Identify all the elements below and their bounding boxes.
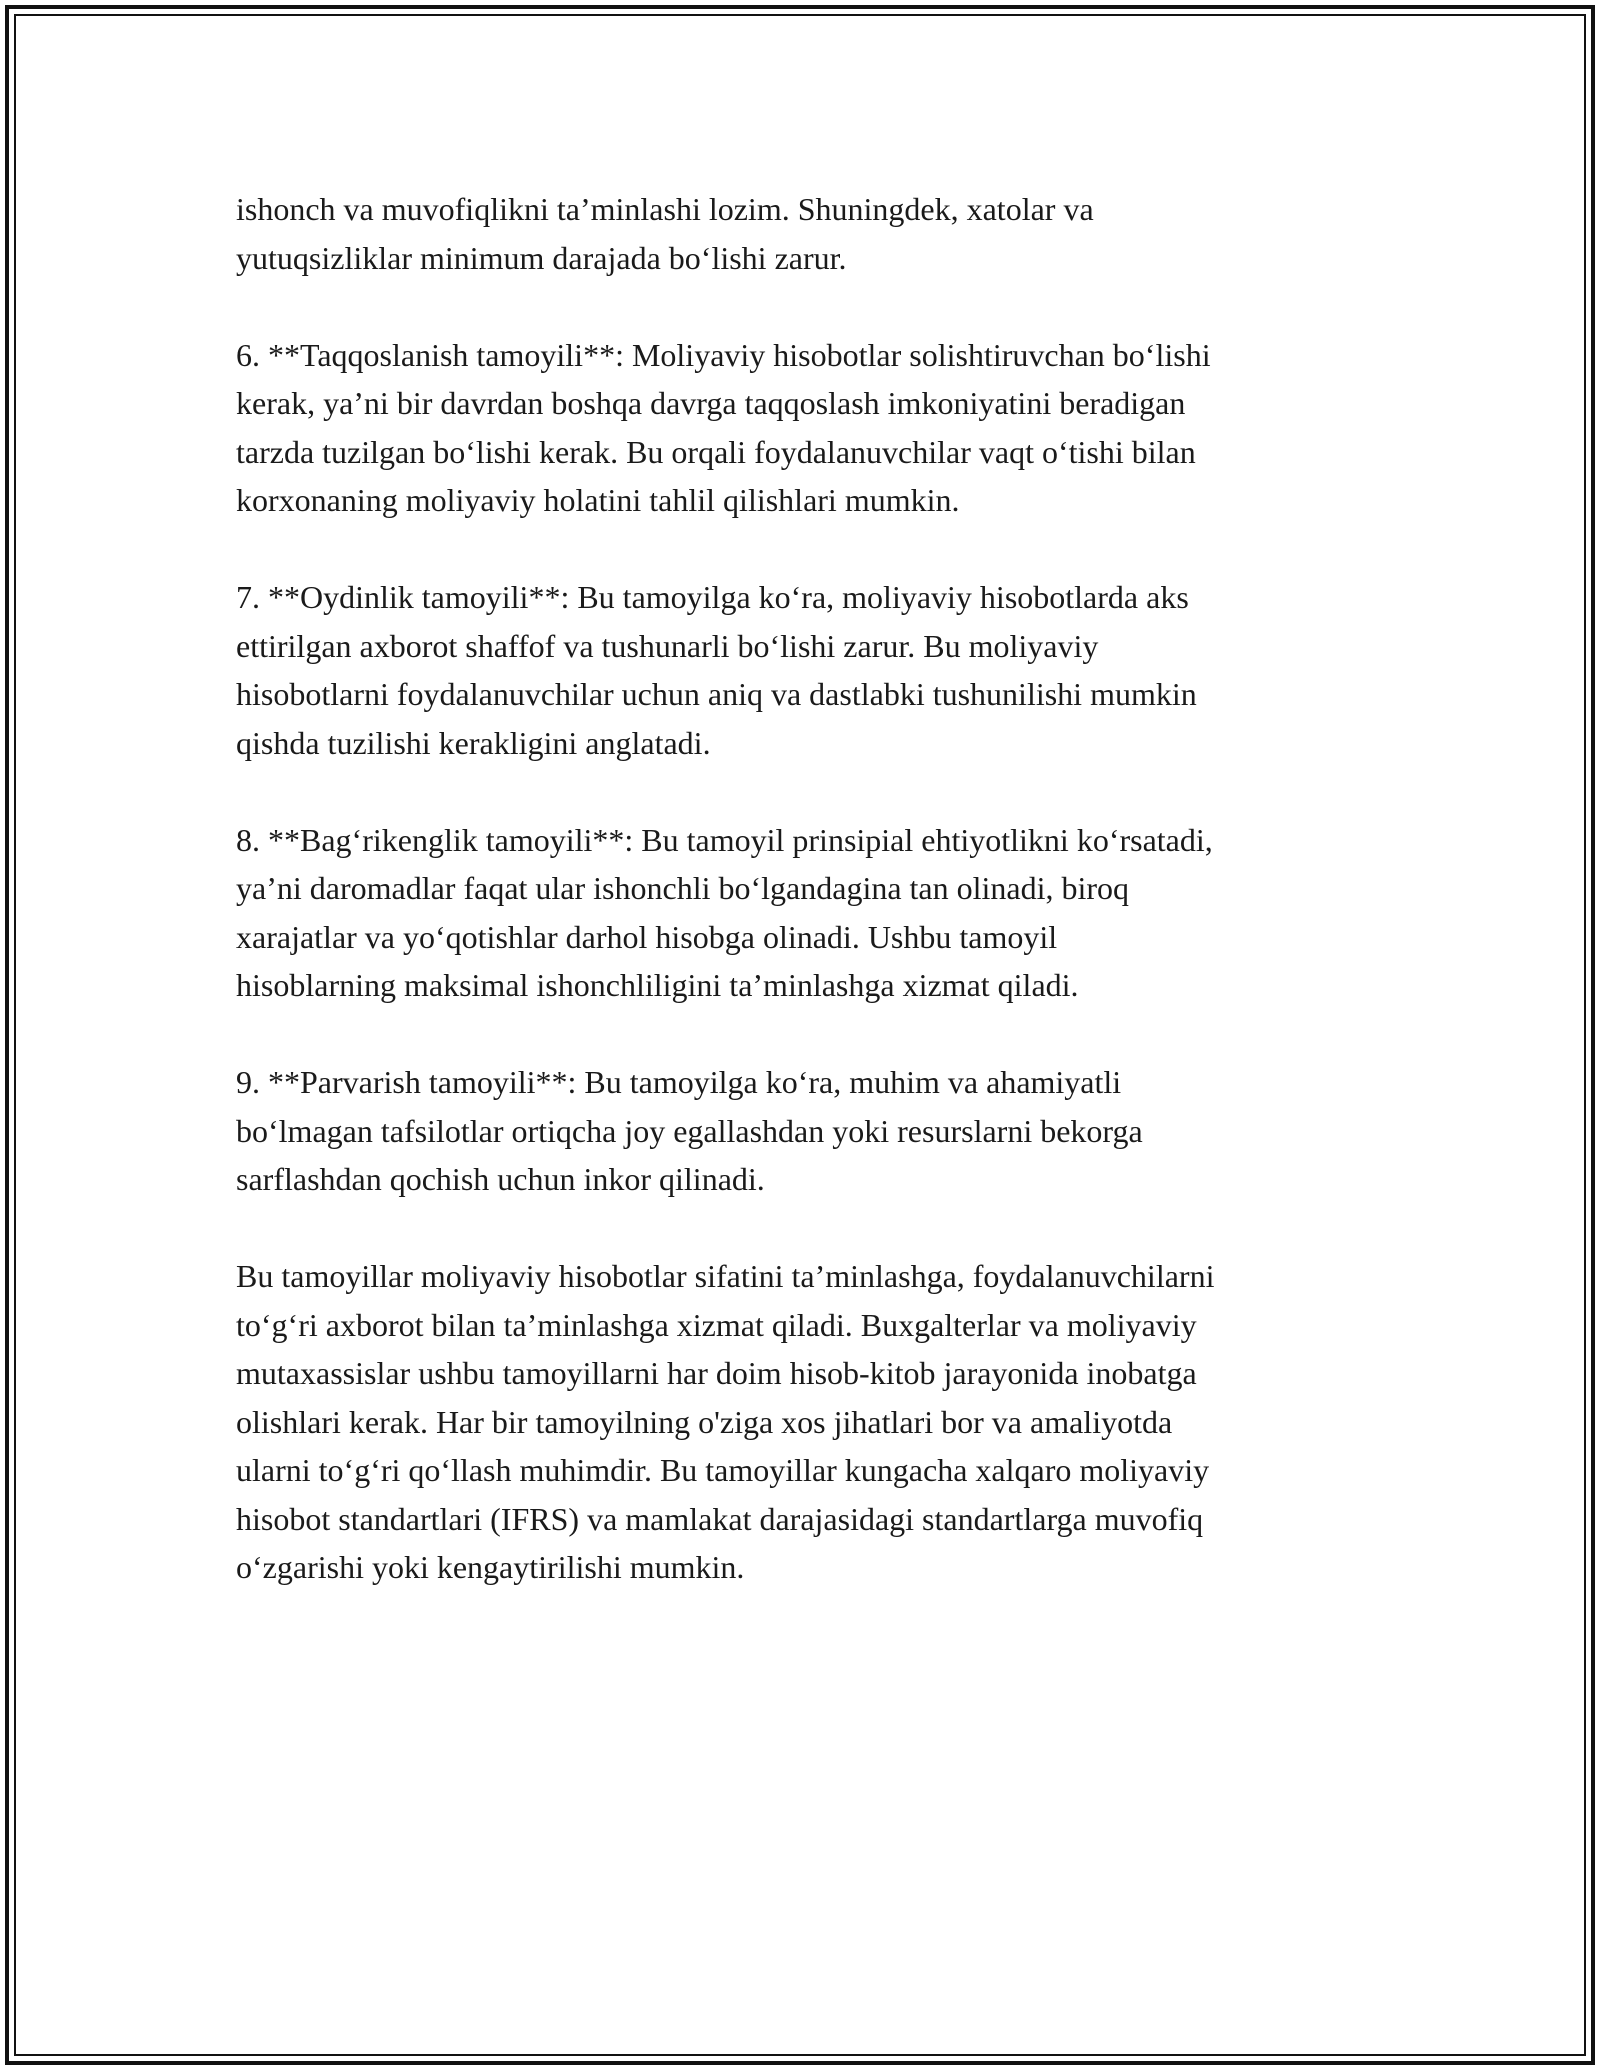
text-line: olishlari kerak. Har bir tamoyilning o'ziga xos jihatlari bor va amaliyotda xyxy=(236,1403,1173,1440)
text-line: hisoblarning maksimal ishonchliligini ta’minlashga xizmat qiladi. xyxy=(236,967,1079,1003)
text-line: kerak, ya’ni bir davrdan boshqa davrga taqqoslash imkoniyatini beradigan xyxy=(236,385,1186,421)
text-line: mutaxassislar ushbu tamoyillarni har doim hisob-kitob jarayonida inobatga xyxy=(236,1355,1197,1391)
text-line: 9. **Parvarish tamoyili**: Bu tamoyilga ko‘ra, muhim va ahamiyatli xyxy=(236,1064,1122,1100)
text-line: ishonch va muvofiqlikni ta’minlashi lozim. Shuningdek, xatolar va xyxy=(236,191,1094,227)
text-line: ettirilgan axborot shaffof va tushunarli bo‘lishi zarur. Bu moliyaviy xyxy=(236,627,1099,664)
text-line: 6. **Taqqoslanish tamoyili**: Moliyaviy hisobotlar solishtiruvchan bo‘lishi xyxy=(236,336,1211,373)
text-line: hisobotlarni foydalanuvchilar uchun aniq va dastlabki tushunilishi mumkin xyxy=(236,676,1197,712)
text-line: Bu tamoyillar moliyaviy hisobotlar sifatini ta’minlashga, foydalanuvchilarni xyxy=(236,1258,1215,1294)
document-body xyxy=(236,185,1366,1640)
text-line: ya’ni daromadlar faqat ular ishonchli bo‘lgandagina tan olinadi, biroq xyxy=(236,870,1130,906)
text-line: qishda tuzilishi kerakligini anglatadi. xyxy=(236,724,711,761)
text-line: 8. **Bag‘rikenglik tamoyili**: Bu tamoyil prinsipial ehtiyotlikni ko‘rsatadi, xyxy=(236,821,1213,858)
paragraph-conclusion xyxy=(236,1252,1366,1592)
paragraph-principle-6 xyxy=(236,331,1366,525)
paragraph-intro-continuation xyxy=(236,185,1366,282)
paragraph-principle-7 xyxy=(236,573,1366,767)
text-line: to‘g‘ri axborot bilan ta’minlashga xizmat qiladi. Buxgalterlar va moliyaviy xyxy=(236,1306,1197,1343)
text-line: yutuqsizliklar minimum darajada bo‘lishi zarur. xyxy=(236,239,847,276)
text-line: sarflashdan qochish uchun inkor qilinadi. xyxy=(236,1161,765,1197)
paragraph-principle-8 xyxy=(236,816,1366,1010)
text-line: bo‘lmagan tafsilotlar ortiqcha joy egallashdan yoki resurslarni bekorga xyxy=(236,1112,1143,1149)
text-line: xarajatlar va yo‘qotishlar darhol hisobga olinadi. Ushbu tamoyil xyxy=(236,918,1058,955)
text-line: o‘zgarishi yoki kengaytirilishi mumkin. xyxy=(236,1549,745,1585)
text-line: ularni to‘g‘ri qo‘llash muhimdir. Bu tamoyillar kungacha xalqaro moliyaviy xyxy=(236,1452,1210,1488)
paragraph-principle-9 xyxy=(236,1058,1366,1204)
text-line: tarzda tuzilgan bo‘lishi kerak. Bu orqali foydalanuvchilar vaqt o‘tishi bilan xyxy=(236,433,1196,470)
text-line: korxonaning moliyaviy holatini tahlil qilishlari mumkin. xyxy=(236,482,960,518)
text-line: 7. **Oydinlik tamoyili**: Bu tamoyilga ko‘ra, moliyaviy hisobotlarda aks xyxy=(236,579,1189,615)
text-line: hisobot standartlari (IFRS) va mamlakat darajasidagi standartlarga muvofiq xyxy=(236,1500,1204,1537)
